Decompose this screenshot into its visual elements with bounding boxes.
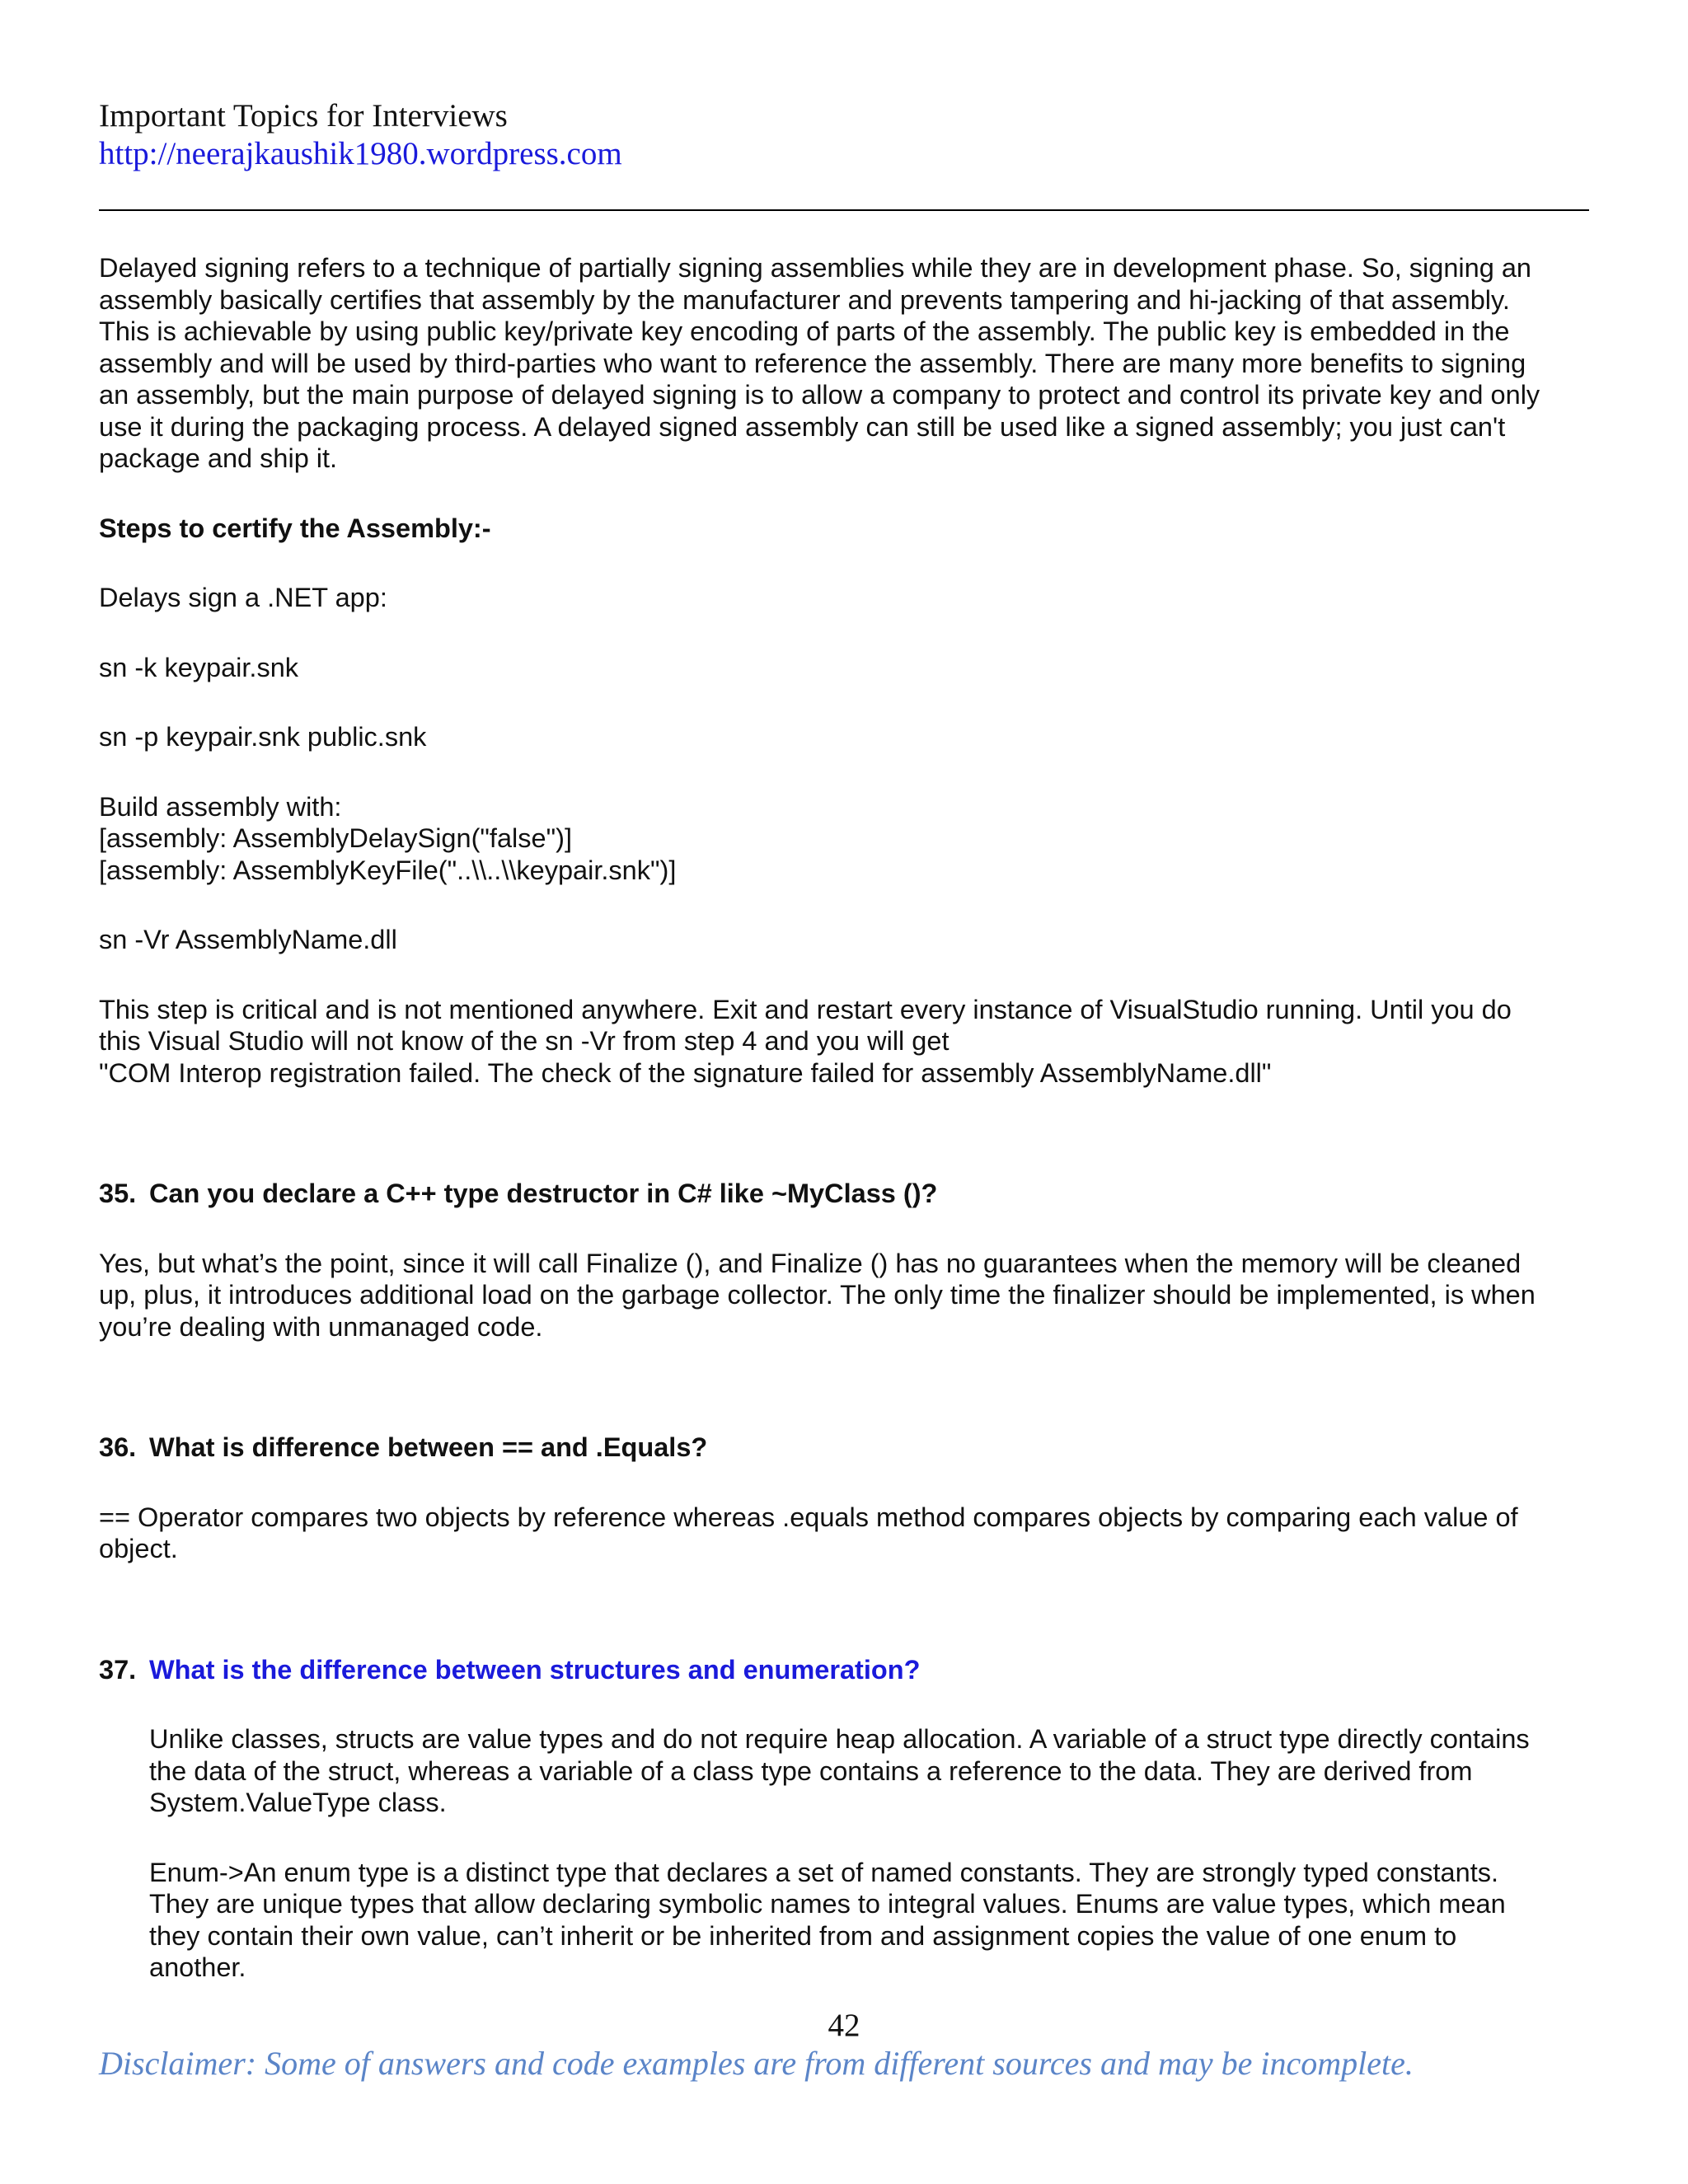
text-line: you’re dealing with unmanaged code. bbox=[99, 1311, 543, 1342]
question-text: What is difference between == and .Equals? bbox=[149, 1432, 708, 1462]
header-divider bbox=[99, 209, 1589, 211]
text-line: Yes, but what’s the point, since it will call Finalize (), and Finalize () has no guarantees when the memory will be cleaned bbox=[99, 1248, 1522, 1278]
disclaimer: Disclaimer: Some of answers and code examples are from different sources and may be incomplete. bbox=[99, 2045, 1414, 2082]
question-text: What is the difference between structures and enumeration? bbox=[149, 1654, 921, 1685]
text-line: System.ValueType class. bbox=[149, 1788, 447, 1817]
text-line: Unlike classes, structs are value types and do not require heap allocation. A variable of a struct type directly contains bbox=[149, 1724, 1530, 1754]
text-line: Build assembly with: bbox=[99, 791, 342, 822]
answer-36 bbox=[99, 1502, 1592, 1565]
intro-paragraph bbox=[99, 252, 1592, 475]
question-number: 37. bbox=[99, 1654, 137, 1685]
steps-heading: Steps to certify the Assembly:- bbox=[99, 513, 491, 543]
question-37 bbox=[99, 1654, 1592, 1686]
page-number: 42 bbox=[828, 2008, 860, 2043]
text-line: they contain their own value, can’t inherit or be inherited from and assignment copies the value of one enum to bbox=[149, 1920, 1457, 1951]
question-35 bbox=[99, 1178, 1592, 1210]
command-keypair: sn -k keypair.snk bbox=[99, 652, 299, 682]
text-line: assembly and will be used by third-parties who want to reference the assembly. There are many more benefits to signing bbox=[99, 348, 1526, 378]
text-line: another. bbox=[149, 1952, 246, 1982]
text-line: They are unique types that allow declaring symbolic names to integral values. Enums are value types, which mean bbox=[149, 1889, 1506, 1919]
text-line: This step is critical and is not mentioned anywhere. Exit and restart every instance of VisualStudio running. Until you do bbox=[99, 994, 1512, 1024]
page-header bbox=[99, 97, 622, 173]
text-line: Enum->An enum type is a distinct type that declares a set of named constants. They are strongly typed constants. bbox=[149, 1857, 1499, 1887]
question-number: 35. bbox=[99, 1179, 137, 1208]
text-line: == Operator compares two objects by reference whereas .equals method compares objects by comparing each value of bbox=[99, 1502, 1518, 1532]
code-line: [assembly: AssemblyDelaySign("false")] bbox=[99, 823, 572, 853]
command-verify-skip: sn -Vr AssemblyName.dll bbox=[99, 925, 397, 954]
question-number: 36. bbox=[99, 1432, 137, 1462]
text-line: up, plus, it introduces additional load on the garbage collector. The only time the finalizer should be implemented, is when bbox=[99, 1280, 1536, 1310]
answer-37-structs bbox=[99, 1723, 1592, 1819]
text-line: this Visual Studio will not know of the sn -Vr from step 4 and you will get bbox=[99, 1026, 950, 1056]
header-link[interactable]: http://neerajkaushik1980.wordpress.com bbox=[99, 136, 622, 171]
text-line: an assembly, but the main purpose of delayed signing is to allow a company to protect and control its private key and only bbox=[99, 380, 1540, 410]
build-assembly-block bbox=[99, 791, 1592, 887]
question-text: Can you declare a C++ type destructor in C# like ~MyClass ()? bbox=[149, 1179, 938, 1208]
question-36 bbox=[99, 1432, 1592, 1464]
text-line: "COM Interop registration failed. The check of the signature failed for assembly AssemblyName.dll" bbox=[99, 1057, 1272, 1088]
code-line: [assembly: AssemblyKeyFile("..\\..\\keypair.snk")] bbox=[99, 855, 677, 885]
text-line: use it during the packaging process. A delayed signed assembly can still be used like a signed assembly; you just can't bbox=[99, 411, 1506, 442]
text-line: assembly basically certifies that assembly by the manufacturer and prevents tampering and hi-jacking of that assembly. bbox=[99, 284, 1510, 315]
critical-note bbox=[99, 994, 1592, 1090]
text-line: This is achievable by using public key/private key encoding of parts of the assembly. The public key is embedded in the bbox=[99, 316, 1510, 346]
header-title: Important Topics for Interviews bbox=[99, 98, 508, 134]
text-line: Delayed signing refers to a technique of partially signing assemblies while they are in development phase. So, signing an bbox=[99, 253, 1531, 283]
text-line: package and ship it. bbox=[99, 443, 338, 473]
text-line: object. bbox=[99, 1534, 178, 1563]
page-content bbox=[99, 252, 1592, 1984]
text-line: the data of the struct, whereas a variable of a class type contains a reference to the data. They are derived from bbox=[149, 1755, 1473, 1786]
answer-37-enums bbox=[99, 1857, 1592, 1984]
answer-35 bbox=[99, 1248, 1592, 1343]
command-public-key: sn -p keypair.snk public.snk bbox=[99, 722, 427, 752]
delay-sign-text: Delays sign a .NET app: bbox=[99, 583, 387, 612]
